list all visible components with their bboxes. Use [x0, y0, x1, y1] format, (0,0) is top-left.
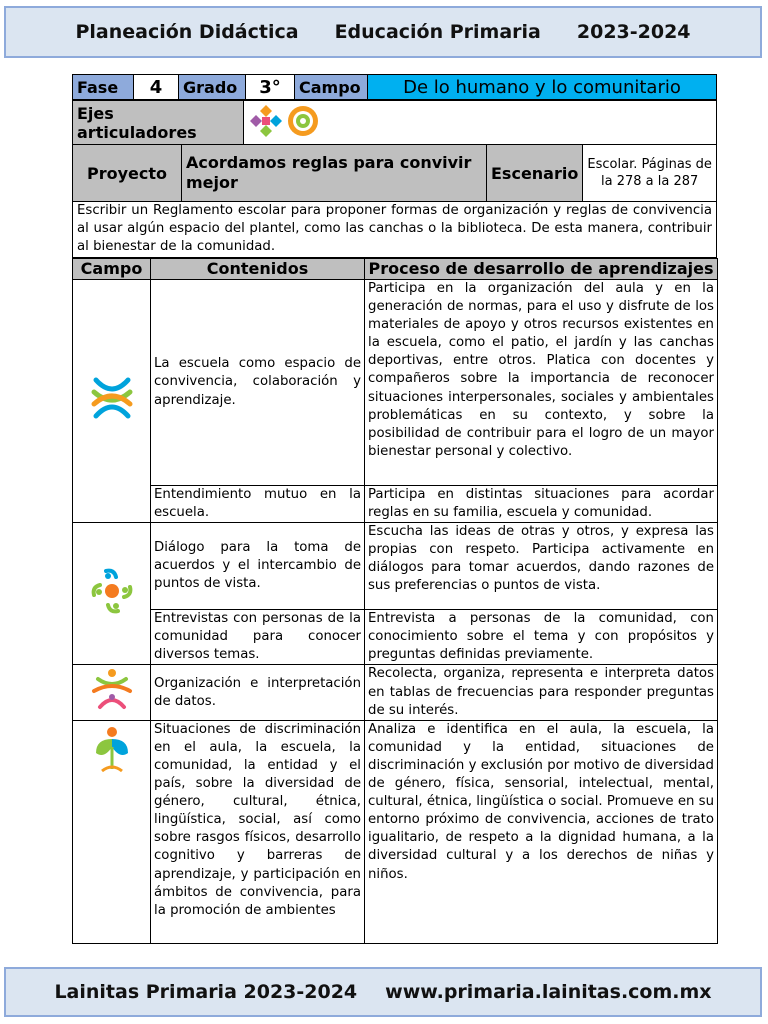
ejes-table: [72, 100, 717, 146]
banner-title: Planeación Didáctica: [75, 21, 299, 43]
contenido-cell: Diálogo para la toma de acuerdos y el intercambio de puntos de vista.: [151, 523, 365, 610]
contenido-cell: Organización e interpretación de datos.: [151, 665, 365, 720]
proceso-cell: Escucha las ideas de otras y otros, y expresa las propias con respeto. Participa activamente en diálogos para tomar acuerdos, dando razones de sus preferencias o puntos de vista.: [365, 523, 718, 610]
contenido-cell: Entrevistas con personas de la comunidad para conocer diversos temas.: [151, 610, 365, 665]
campo-saberes-icon: [73, 665, 151, 720]
content-table: [72, 258, 718, 944]
header-table: [72, 74, 717, 100]
scenario-value: Escolar. Páginas de la 278 a la 287: [583, 145, 717, 202]
proceso-cell: Participa en la organización del aula y en la generación de normas, para el uso y disfrute de los materiales de apoyo y otros recursos existentes en la escuela, como el patio, el jardín y las canchas deportivas, entre otros. Platica con docentes y compañeros sobre la importancia de reconocer situaciones interpersonales, sociales y ambientales problemáticas en su contexto, y sobre la posibilidad de contribuir para el logro de un mayor bienestar personal y colectivo.: [365, 280, 718, 486]
fase-label: Fase: [73, 75, 134, 100]
scenario-label: Escenario: [487, 145, 583, 202]
ejes-icons-svg: [248, 101, 328, 141]
table-row: [73, 665, 718, 720]
humano-comunitario-icon: [90, 374, 134, 422]
cross-icon: [250, 105, 282, 137]
campo-value: De lo humano y lo comunitario: [368, 75, 717, 100]
project-label: Proyecto: [73, 145, 182, 202]
bottom-banner: [4, 967, 762, 1017]
col-campo: Campo: [73, 259, 151, 280]
fase-value: 4: [134, 75, 179, 100]
campo-lenguajes-icon: [73, 523, 151, 665]
contenido-cell: Situaciones de discriminación en el aula, la escuela, la comunidad, la entidad y el país, sobre la diversidad de género, cultural, étnica, lingüística, social, así como sobre rasgos físicos, desarrollo cognitivo y barreras de aprendizaje, y participación en ámbitos de convivencia, para la promoción de ambientes: [151, 720, 365, 943]
proceso-cell: Entrevista a personas de la comunidad, con conocimiento sobre el tema y con propósitos y preguntas definidas previamente.: [365, 610, 718, 665]
grado-label: Grado: [179, 75, 246, 100]
col-proceso: Proceso de desarrollo de aprendizajes: [365, 259, 718, 280]
etica-naturaleza-icon: [90, 725, 134, 775]
contenido-cell: Entendimiento mutuo en la escuela.: [151, 486, 365, 523]
table-row: [73, 486, 718, 523]
lenguajes-icon: [90, 567, 134, 615]
project-description: Escribir un Reglamento escolar para proponer formas de organización y reglas de convivencia al usar algún espacio del plantel, como las canchas o la biblioteca. De esta manera, contribuir al bienestar de la comunidad.: [72, 202, 717, 258]
top-banner: [4, 6, 762, 58]
proceso-cell: Participa en distintas situaciones para acordar reglas en su familia, escuela y comunidad.: [365, 486, 718, 523]
banner-level: Educación Primaria: [334, 21, 541, 43]
project-title: Acordamos reglas para convivir mejor: [182, 145, 487, 202]
campo-etica-icon: [73, 720, 151, 943]
campo-humano-icon: [73, 280, 151, 523]
footer-url[interactable]: www.primaria.lainitas.com.mx: [385, 981, 712, 1003]
project-table: [72, 144, 717, 202]
footer-brand: Lainitas Primaria 2023-2024: [54, 981, 358, 1003]
col-contenidos: Contenidos: [151, 259, 365, 280]
saberes-icon: [90, 667, 134, 713]
ejes-label: Ejes articuladores: [73, 101, 244, 146]
banner-year: 2023-2024: [576, 21, 691, 43]
proceso-cell: Recolecta, organiza, representa e interpreta datos en tablas de frecuencias para responder preguntas de su interés.: [365, 665, 718, 720]
table-row: [73, 610, 718, 665]
grado-value: 3°: [246, 75, 295, 100]
table-row: [73, 523, 718, 610]
circle-icon: [288, 106, 318, 136]
table-row: [73, 280, 718, 486]
table-row: [73, 720, 718, 943]
contenido-cell: La escuela como espacio de convivencia, colaboración y aprendizaje.: [151, 280, 365, 486]
ejes-icons: [244, 101, 717, 146]
campo-label: Campo: [295, 75, 368, 100]
proceso-cell: Analiza e identifica en el aula, la escuela, la comunidad y la entidad, situaciones de discriminación y exclusión por motivo de diversidad de género, física, sensorial, intelectual, mental, cultural, étnica, lingüística o social. Promueve en su entorno próximo de convivencia, acciones de trato igualitario, de respeto a la dignidad humana, a la diversidad cultural y a los derechos de niñas y niños.: [365, 720, 718, 943]
